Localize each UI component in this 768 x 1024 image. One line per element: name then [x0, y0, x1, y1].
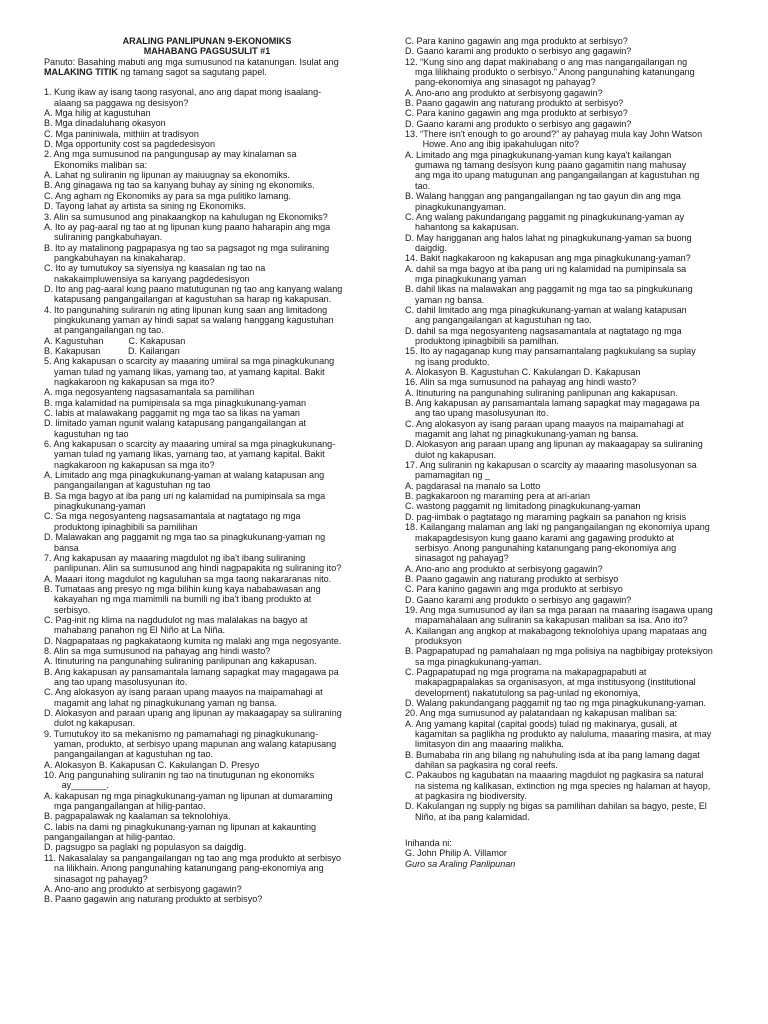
question-text-line: C. Ang agham ng Ekonomiks ay para sa mga pulitiko lamang.	[44, 190, 291, 201]
question-text-line: at pagkasira ng biodiversity.	[405, 791, 527, 802]
question-text-line: Ekonomiks maliban sa:	[44, 159, 148, 170]
question-text-line: dulot ng kakapusan.	[405, 449, 497, 460]
question-text-line: limitasyon din ang maaaring malikha.	[405, 739, 564, 750]
question-text-line: ng isang produkto.	[405, 356, 490, 367]
question-text-line: 19. Ang mga sumusunod ay ilan sa mga paraan na maaaring isagawa upang	[405, 604, 713, 615]
question-text-line: 18. Kailangang malaman ang laki ng pangangailangan ng ekonomiya upang	[405, 522, 710, 533]
question-text-line: C. Ang alokasyon ay isang paraan upang maayos na maipamahagi at	[405, 418, 684, 429]
question-text-line: dahilan sa pagkasira ng coral reefs.	[405, 760, 558, 771]
question-text-line: D. pag-iimbak o pagtatago ng maraming pagkain sa panahon ng krisis	[405, 511, 687, 522]
right-question-list	[405, 36, 750, 822]
question-text-line: at pangangailangan ng tao.	[44, 325, 164, 336]
question-text-line: 16. Alin sa mga sumusunod na pahayag ang hindi wasto?	[405, 377, 637, 388]
question-text-line: B. Bumababa rin ang bilang ng nahuhuling isda at iba pang lamang dagat	[405, 749, 700, 760]
question-text-line: C. Pagpapatupad ng mga programa na makapagpapabuti at	[405, 666, 647, 677]
question-text-line: A. mga negosyanteng nagsasamantala sa pamilihan	[44, 387, 255, 398]
question-text-line: 12. “Kung sino ang dapat makinabang o ang mas nangangailangan ng	[405, 56, 688, 67]
question-text-line: nagkakaroon ng kakapusan sa mga ito?	[44, 459, 215, 470]
question-text-line: nagkakaroon ng kakapusan sa mga ito?	[44, 377, 215, 387]
question-text-line: D. Mga opportunity cost sa pagdedesisyon	[44, 139, 215, 150]
question-text-line: A. pagdarasal na manalo sa Lotto	[405, 480, 541, 491]
question-text-line: B. pagpapalawak ng kaalaman sa teknolohiya.	[44, 811, 231, 822]
question-text-line: na sistema ng kalikasan, extinction ng mga species ng halaman at hayop,	[405, 780, 711, 791]
question-text-line: D. limitado yaman ngunit walang katapusang pangangailangan at	[44, 418, 307, 429]
question-text-line: C. wastong paggamit ng limitadong pinagkukunang-yaman	[405, 501, 641, 512]
question-text-line: D. Gaano karami ang produkto o serbisyo ang gagawin?	[405, 118, 632, 129]
question-text-line: ang tao upang masolusyunan ito.	[44, 676, 188, 687]
question-text-line: 3. Alin sa sumusunod ang pinakaangkop na kahulugan ng Ekonomiks?	[44, 211, 328, 222]
question-text-line: B. Sa mga bagyo at iba pang uri ng kalamidad na pumipinsala sa mga	[44, 490, 326, 501]
question-text-line: D. Malawakan ang paggamit ng mga tao sa pinagkukunang-yaman ng	[44, 532, 326, 543]
question-text-line: D. Ito ang pag-aaral kung paano matutugunan ng tao ang kanyang walang	[44, 283, 343, 294]
question-text-line: D. pagsugpo sa paglaki ng populasyon sa daigdig.	[44, 842, 247, 853]
question-text-line: A. Alokasyon B. Kagustuhan C. Kakulangan D. Kakapusan	[405, 367, 641, 377]
question-text-line: mapamahalaan ang suliranin sa kakapusan maliban sa isa. Ano ito?	[405, 615, 688, 626]
question-text-line: B. Mga dinadaluhang okasyon	[44, 118, 166, 129]
question-text-line: B. Kakapusan D. Kailangan	[44, 345, 180, 356]
question-text-line: 8. Alin sa mga sumusunod na pahayag ang hindi wasto?	[44, 645, 271, 656]
question-text-line: A. Ano-ano ang produkto at serbisyong gagawin?	[405, 563, 603, 574]
question-text-line: 20. Ang mga sumusunod ay palatandaan ng kakapusan maliban sa:	[405, 708, 678, 719]
question-text-line: B. Walang hanggan ang pangangailangan ng tao gayun din ang mga	[405, 191, 681, 202]
question-text-line: yaman, produkto, at serbisyo upang mapunan ang walang katapusang	[44, 739, 337, 750]
question-text-line: A. dahil sa mga bagyo at iba pang uri ng kalamidad na pumipinsala sa	[405, 263, 687, 274]
question-text-line: A. Itinuturing na pangunahing suliraning panlipunan ang kakapusan.	[44, 656, 317, 667]
question-text-line: C. labis na dami ng pinagkukunang-yaman ng lipunan at kakaunting	[44, 821, 317, 832]
question-text-line: D. Gaano karami ang produkto o serbisyo ang gagawin?	[405, 594, 632, 605]
question-text-line: pangkabuhayan na kinakaharap.	[44, 252, 186, 263]
question-text-line: D. May hangganan ang halos lahat ng pinagkukunang-yaman sa buong	[405, 232, 692, 243]
question-text-line: daigdig.	[405, 242, 447, 253]
question-text-line: C. Ang alokasyon ay isang paraan upang maayos na maipamahagi at	[44, 687, 323, 698]
question-text-line: yaman tulad ng yamang likas, yamang tao, at yamang kapital. Bakit	[44, 449, 325, 460]
question-text-line: kakayahan ng mga mamimili na bumili ng iba't ibang produkto at	[44, 594, 312, 605]
question-text-line: B. Ang ginagawa ng tao sa kanyang buhay ay sining ng ekonomiks.	[44, 180, 315, 191]
question-text-line: A. Ang yamang kapital (capital goods) tulad ng makinarya, gusali, at	[405, 718, 678, 729]
question-text-line: A. Mga hilig at kagustuhan	[44, 108, 151, 119]
prepared-by-label: Inihanda ni:	[405, 838, 452, 849]
question-text-line: yaman tulad ng yamang likas, yamang tao, at yamang kapital. Bakit	[44, 366, 325, 377]
question-text-line: na lilikhain. Anong pangunahing katanungang pang-ekonomiya ang	[44, 863, 324, 874]
question-text-line: 15. Ito ay nagaganap kung may pansamantalang pagkukulang sa suplay	[405, 346, 696, 357]
question-text-line: 9. Tumutukoy ito sa mekanismo ng pamamahagi ng pinagkukunang-	[44, 728, 319, 739]
directions-line-2	[44, 67, 370, 77]
question-text-line: 1. Kung ikaw ay isang taong rasyonal, ano ang dapat mong isaalang-	[44, 87, 322, 98]
question-text-line: 6. Ang kakapusan o scarcity ay maaaring umiral sa mga pinagkukunang-	[44, 439, 336, 450]
question-text-line: C. Para kanino gagawin ang mga produkto at serbisyo?	[405, 36, 628, 46]
question-text-line: 13. “There isn't enough to go around?” ay pahayag mula kay John Watson	[405, 129, 703, 140]
question-text-line: B. Paano gagawin ang naturang produkto at serbisyo?	[405, 98, 624, 109]
question-text-line: D. dahil sa mga negosyanteng nagsasamantala at nagtatago ng mga	[405, 325, 682, 336]
question-text-line: gumawa ng tamang desisyon kung paano gagamitin nang mahusay	[405, 160, 687, 171]
question-text-line: pangangailangan at kagustuhan ng tao	[44, 480, 211, 491]
question-text-line: D. Kakulangan ng supply ng bigas sa pamilihan dahilan sa bagyo, peste, El	[405, 801, 707, 812]
question-text-line: A. Kailangan ang angkop at makabagong teknolohiya upang mapataas ang	[405, 625, 707, 636]
question-text-line: pangangailangan at kagustuhan ng tao.	[44, 749, 214, 760]
question-text-line: 7. Ang kakapusan ay maaaring magdulot ng iba't ibang suliraning	[44, 552, 306, 563]
question-text-line: B. Ang kakapusan ay pansamantala lamang sapagkat may magagawa pa	[405, 398, 700, 409]
question-text-line: A. Ano-ano ang produkto at serbisyong gagawin?	[405, 87, 603, 98]
question-text-line: B. Paano gagawin ang naturang produkto at serbisyo?	[44, 894, 263, 905]
question-text-line: produktong ipinagbibili sa pamilhan.	[405, 335, 559, 346]
left-column	[44, 36, 370, 905]
question-text-line: A. Ito ay pag-aaral ng tao at ng lipunan kung paano haharapin ang mga	[44, 221, 331, 232]
question-text-line: A. Maaari itong magdulot ng kaguluhan sa mga taong nakararanas nito.	[44, 573, 332, 584]
question-text-line: serbisyo.	[44, 604, 91, 615]
question-text-line: A. Limitado ang mga pinagkukunang-yaman kung kaya't kailangan	[405, 149, 672, 160]
question-text-line: ang tao upang masolusyunan ito.	[405, 408, 549, 419]
question-text-line: 11. Nakasalalay sa pangangailangan ng tao ang mga produkto at serbisyo	[44, 852, 342, 863]
question-text-line: hahantong sa kakapusan.	[405, 222, 519, 233]
question-text-line: dulot ng kakapusan.	[44, 718, 136, 729]
question-text-line: ang mga ito upang matugunan ang pangangailangan at kagustuhan ng	[405, 170, 700, 181]
question-text-line: 10. Ang pangunahing suliranin ng tao na tinutugunan ng ekonomiks	[44, 770, 315, 781]
question-text-line: B. Paano gagawin ang naturang produkto at serbisyo	[405, 573, 619, 584]
question-text-line: sinasagot ng pahayag?	[44, 873, 148, 884]
question-text-line: panlipunan. Alin sa sumusunod ang hindi nagpapakita ng suliraning ito?	[44, 563, 342, 574]
question-text-line: 14. Bakit nagkakaroon ng kakapusan ang mga pinagkukunang-yaman?	[405, 253, 691, 264]
question-text-line: bansa	[44, 542, 79, 553]
question-text-line: magamit ang lahat ng pinagkukunang yaman ng bansa.	[44, 697, 277, 708]
question-text-line: ay_______.	[44, 780, 109, 791]
question-text-line: Niño, at iba pang kalamidad.	[405, 811, 530, 822]
question-text-line: C. Para kanino gagawin ang mga produkto at serbisyo?	[405, 108, 628, 119]
question-text-line: mga pinagkukunang yaman	[405, 273, 527, 284]
question-text-line: ang pangangailangan at kagustuhan ng tao.	[405, 315, 592, 326]
question-text-line: magamit ang lahat ng pinagkukunang-yaman ng bansa.	[405, 429, 639, 440]
directions-line-1: Panuto: Basahing mabuti ang mga sumusunod na katanungan. Isulat ang	[44, 56, 339, 67]
teacher-name: G. John Philip A. Villamor	[405, 848, 507, 859]
question-text-line: suliraning pangkabuhayan.	[44, 232, 163, 243]
question-text-line: produksyon	[405, 635, 462, 646]
question-text-line: B. mga kalamidad na pumipinsala sa mga pinagkukunang-yaman	[44, 397, 307, 408]
question-text-line: B. Tumataas ang presyo ng mga bilihin kung kaya nababawasan ang	[44, 583, 321, 594]
question-text-line: pamamagitan ng _	[405, 470, 490, 481]
question-text-line: C. labis at malawakang paggamit ng mga tao sa likas na yaman	[44, 408, 300, 419]
question-text-line: pang-ekonomiya ang sinasagot ng pahayag?	[405, 77, 596, 88]
question-text-line: 5. Ang kakapusan o scarcity ay maaaring umiiral sa mga pinagkukunang	[44, 356, 335, 367]
exam-subtitle: MAHABANG PAGSUSULIT #1	[143, 46, 271, 57]
question-text-line: C. Mga paniniwala, mithiin at tradisyon	[44, 128, 199, 139]
question-text-line: 17. Ang suliranin ng kakapusan o scarcity ay maaaring masolusyonan sa	[405, 460, 697, 471]
question-text-line: alaang sa paggawa ng desisyon?	[44, 97, 189, 108]
question-text-line: C. Ito ay tumutukoy sa siyensiya ng kaasalan ng tao na	[44, 263, 266, 274]
question-text-line: B. dahil likas na malawakan ang paggamit ng mga tao sa pingkukunang	[405, 284, 693, 295]
question-text-line: tao.	[405, 180, 431, 191]
question-text-line: D. Walang pakundangang paggamit ng tao ng mga pinagkukunang-yaman.	[405, 698, 706, 708]
question-text-line: pinagkukunang-yaman	[44, 501, 146, 512]
left-question-list	[44, 87, 370, 904]
directions-emphasis: MALAKING TITIK	[44, 67, 118, 78]
question-text-line: A. Ano-ano ang produkto at serbisyong gagawin?	[44, 883, 242, 894]
exam-title: ARALING PANLIPUNAN 9-EKONOMIKS	[122, 36, 292, 46]
question-text-line: makapagdesisyon kung gaano karami ang gagawing produkto at	[405, 532, 675, 543]
question-text-line: C. Ang walang pakundangang paggamit ng pinagkukunang-yaman ay	[405, 211, 685, 222]
question-text-line: D. Gaano karami ang produkto o serbisyo ang gagawin?	[405, 46, 632, 57]
question-text-line: D. Tayong lahat ay artista sa sining ng Ekonomiks.	[44, 201, 246, 212]
question-text-line: pingkukunang yaman ay hindi sapat sa walang hanggang kagustuhan	[44, 314, 334, 325]
question-text-line: nakakaimpluwensiya sa kanyang pagdedesisyon	[44, 273, 250, 284]
question-text-line: Howe. Ano ang ibig ipakahulugan nito?	[405, 139, 580, 150]
question-text-line: makapagpapalakas sa organisasyon, at mga institusyong (institutional	[405, 677, 696, 688]
question-text-line: mga lilikhaing produkto o serbisyo.” Anong pangunahing katanungang	[405, 67, 695, 78]
question-text-line: A. Itinuturing na pangunahing suliraning panlipunan ang kakapusan.	[405, 387, 678, 398]
question-text-line: B. Ito ay matalinong pagpapasya ng tao sa pagsagot ng mga suliraning	[44, 242, 330, 253]
question-text-line: C. dahil limitado ang mga pinagkukunang-yaman at walang katapusan	[405, 304, 687, 315]
question-text-line: 4. Ito pangunahing suliranin ng ating lipunan kung saan ang limitadong	[44, 304, 328, 315]
question-text-line: kagamitan sa paglikha ng produkto ay naluluma, maaaring masira, at may	[405, 729, 712, 740]
question-text-line: mahabang panahon ng El Niño at La Niña.	[44, 625, 226, 636]
question-text-line: D. Nagpapataas ng pagkakataong kumita ng malaki ang mga negosyante.	[44, 635, 342, 646]
question-text-line: A. Limitado ang mga pinagkukunang-yaman at walang katapusan ang	[44, 470, 325, 481]
question-text-line: produktong ipinagbibili sa pamilihan	[44, 521, 198, 532]
question-text-line: A. kakapusan ng mga pinagkukunang-yaman ng lipunan at dumaraming	[44, 790, 333, 801]
teacher-role: Guro sa Araling Panlipunan	[405, 858, 516, 869]
question-text-line: B. Pagpapatupad ng pamahalaan ng mga polisiya na nagbibigay proteksiyon	[405, 646, 713, 657]
question-text-line: C. Sa mga negosyanteng nagsasamantala at nagtatago ng mga	[44, 511, 301, 522]
question-text-line: B. Ang kakapusan ay pansamantala lamang sapagkat may magagawa pa	[44, 666, 339, 677]
question-text-line: katapusang pangangailangan at kagustuhan sa harap ng kakapusan.	[44, 294, 332, 305]
question-text-line: sa mga pinagkukunang-yaman.	[405, 656, 542, 667]
question-text-line: development) nakatutulong sa pag-unlad ng ekonomiya,	[405, 687, 641, 698]
question-text-line: C. Para kanino gagawin ang mga produkto at serbisyo	[405, 584, 623, 595]
question-text-line: kagustuhan ng tao	[44, 428, 129, 439]
question-text-line: A. Kagustuhan C. Kakapusan	[44, 335, 186, 346]
question-text-line: pinagkukunangyaman.	[405, 201, 507, 212]
question-text-line: C. Pakaubos ng kagubatan na maaaring magdulot ng pagkasira sa natural	[405, 770, 704, 781]
question-text-line: D. Alokasyon ang paraan upang ang lipunan ay makaagapay sa suliraning	[405, 439, 703, 450]
question-text-line: A. Alokasyon B. Kakapusan C. Kakulangan D. Presyo	[44, 759, 260, 770]
question-text-line: A. Lahat ng suliranin ng lipunan ay maiuugnay sa ekonomiks.	[44, 170, 290, 181]
directions-rest: ng tamang sagot sa sagutang papel.	[117, 67, 267, 78]
question-text-line: pangangailangan at hilig-pantao.	[44, 832, 176, 843]
question-text-line: yaman ng bansa.	[405, 294, 485, 305]
question-text-line: serbisyo. Anong pangunahing katanungang pang-ekonomiya ang	[405, 542, 677, 553]
question-text-line: mga pangangailangan at hilig-pantao.	[44, 801, 206, 812]
question-text-line: sinasagot ng pahayag?	[405, 553, 509, 564]
right-column	[405, 36, 750, 869]
question-text-line: B. pagkakaroon ng maraming pera at ari-arian	[405, 491, 591, 502]
question-text-line: 2. Ang mga sumusunod na pangungusap ay may kinalaman sa	[44, 149, 297, 160]
question-text-line: D. Alokasyon and paraan upang ang lipunan ay makaagapay sa suliraning	[44, 708, 342, 718]
question-text-line: C. Pag-init ng klima na nagdudulot ng mas malalakas na bagyo at	[44, 614, 308, 625]
